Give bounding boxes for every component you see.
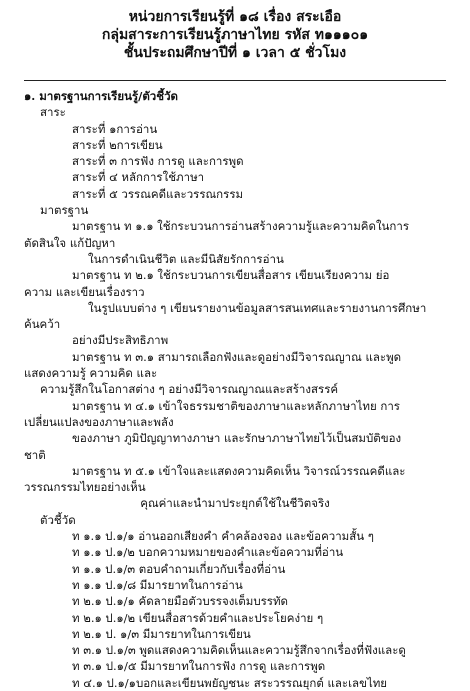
standard-line: ของภาษา ภูมิปัญญาทางภาษา และรักษาภาษาไทยไว้เป็นสมบัติของ (72, 431, 402, 446)
standard-line: มาตรฐาน ท ๒.๑ ใช้กระบวนการเขียนสื่อสาร เขียนเรียงความ ย่อ (72, 268, 390, 283)
header-divider (24, 80, 446, 81)
sara-item: สาระที่ ๓ การฟัง การดู และการพูด (72, 154, 244, 169)
standard-line: ความ และเขียนเรื่องราว (24, 284, 145, 299)
sara-heading: สาระ (40, 105, 66, 120)
grade-time-line: ชั้นประถมศึกษาปีที่ ๑ เวลา ๕ ชั่วโมง (123, 45, 347, 61)
standard-line: มาตรฐาน ท ๓.๑ สามารถเลือกฟังและดูอย่างมีวิจารณญาณ และพูด (72, 349, 402, 364)
indicator-item: ท ๒.๑ ป.๑/๑ คัดลายมือตัวบรรจงเต็มบรรทัด (72, 594, 289, 609)
indicator-item: ท ๑.๑ ป.๑/๑ อ่านออกเสียงคำ คำคล้องจอง และข้อความสั้น ๆ (72, 529, 374, 544)
document-header (0, 8, 470, 62)
indicator-item: ท ๑.๑ ป.๑/๘ มีมารยาทในการอ่าน (72, 577, 243, 592)
standard-line: มาตรฐาน ท ๕.๑ เข้าใจและแสดงความคิดเห็น วิจารณ์วรรณคดีและ (72, 463, 406, 478)
standard-line: เปลี่ยนแปลงของภาษาและพลัง (24, 414, 174, 429)
indicators-heading: ตัวชี้วัด (40, 512, 76, 527)
standard-line: ความรู้สึกในโอกาสต่าง ๆ อย่างมีวิจารณญาณและสร้างสรรค์ (40, 382, 339, 397)
standard-line: ชาติ (24, 447, 46, 462)
standard-line: ตัดสินใจ แก้ปัญหา (24, 235, 116, 250)
sara-item: สาระที่ ๑การอ่าน (72, 121, 158, 136)
section-title: ๑. มาตรฐานการเรียนรู้/ตัวชี้วัด (24, 89, 178, 103)
standard-line: อย่างมีประสิทธิภาพ (72, 333, 169, 348)
standard-line: แสดงความรู้ ความคิด และ (24, 366, 158, 381)
standard-line: วรรณกรรมไทยอย่างเห็น (24, 480, 146, 495)
sara-item: สาระที่ ๒การเขียน (72, 137, 163, 152)
unit-title: หน่วยการเรียนรู้ที่ ๑๘ เรื่อง สระเอือ (128, 9, 342, 25)
standard-line: ในรูปแบบต่าง ๆ เขียนรายงานข้อมูลสารสนเทศและรายงานการศึกษา (88, 300, 427, 315)
standard-line: มาตรฐาน ท ๑.๑ ใช้กระบวนการอ่านสร้างความรู้และความคิดในการ (72, 219, 410, 234)
sara-item: สาระที่ ๔ หลักการใช้ภาษา (72, 170, 205, 185)
indicator-item: ท ๒.๑ ป. ๑/๓ มีมารยาทในการเขียน (72, 626, 251, 641)
standard-line: ค้นคว้า (24, 317, 61, 332)
standard-line: มาตรฐาน ท ๔.๑ เข้าใจธรรมชาติของภาษาและหลักภาษาไทย การ (72, 398, 400, 413)
indicator-item: ท ๔.๑ ป.๑/๑บอกและเขียนพยัญชนะ สระวรรณยุกต์ และเลขไทย (72, 675, 388, 690)
indicator-item: ท ๑.๑ ป.๑/๒ บอกความหมายของคำและข้อความที่อ่าน (72, 545, 344, 560)
indicator-item: ท ๓.๑ ป.๑/๕ มีมารยาทในการฟัง การดู และการพูด (72, 659, 326, 674)
subject-line: กลุ่มสาระการเรียนรู้ภาษาไทย รหัส ท๑๑๑๐๑ (101, 27, 369, 43)
indicator-item: ท ๑.๑ ป.๑/๓ ตอบคำถามเกี่ยวกับเรื่องที่อ่าน (72, 561, 286, 576)
standard-line: ในการดำเนินชีวิต และมีนิสัยรักการอ่าน (88, 251, 284, 266)
standards-heading: มาตรฐาน (40, 203, 89, 218)
sara-item: สาระที่ ๕ วรรณคดีและวรรณกรรม (72, 186, 244, 201)
indicator-item: ท ๒.๑ ป.๑/๒ เขียนสื่อสารด้วยคำและประโยคง่าย ๆ (72, 610, 324, 625)
document-body (24, 88, 446, 691)
indicator-item: ท ๓.๑ ป.๑/๓ พูดแสดงความคิดเห็นและความรู้สึกจากเรื่องที่ฟังและดู (72, 643, 406, 658)
standard-line: คุณค่าและนำมาประยุกต์ใช้ในชีวิตจริง (140, 496, 330, 511)
